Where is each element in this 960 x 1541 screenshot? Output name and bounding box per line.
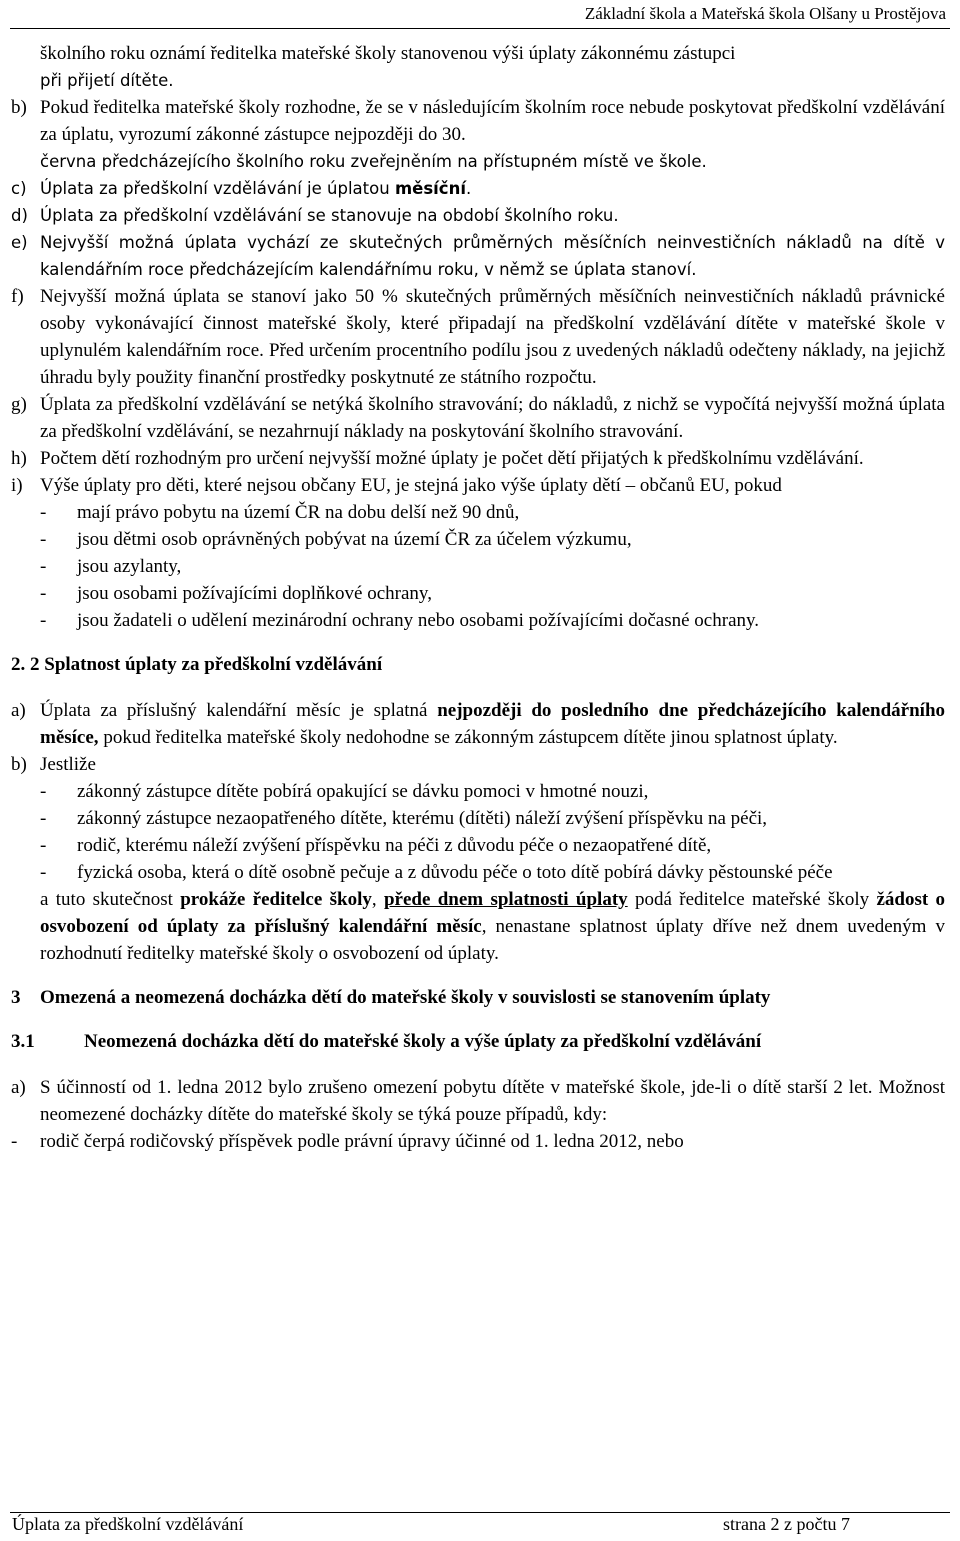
list-item: - jsou osobami požívajícími doplňkové ochrany,: [40, 583, 432, 604]
item-b: [11, 94, 945, 148]
item-text: Počtem dětí rozhodným pro určení nejvyšší možné úplaty je počet dětí přijatých k předškolnímu vzdělávání.: [40, 448, 864, 469]
item-text: Úplata za předškolní vzdělávání je úplatou: [40, 179, 390, 198]
item-22b: b) Jestliže: [11, 751, 945, 778]
item-e: [11, 229, 945, 283]
item-text: Nejvyšší možná úplata se stanoví jako 50 % skutečných průměrných měsíčních neinvestičních nákladů právnické osoby vykonávající činnost mateřské školy, které připadají na předškolní vzdělávání dítěte v mateřské škole v uplynulém kalendářním roce. Před určením procentního podílu jsou z uvedených nákladů odečteny náklady, na jejichž úhradu byly použity finanční prostředky poskytnuté ze státního rozpočtu.: [40, 286, 945, 388]
item-label: a): [11, 700, 26, 721]
item-c: c) Úplata za předškolní vzdělávání je úplatou měsíční.: [11, 175, 945, 202]
item-label: b): [11, 97, 27, 118]
item-label: e): [11, 233, 28, 252]
section-heading-3-1: 3.1 Neomezená docházka dětí do mateřské školy a výše úplaty za předškolní vzdělávání: [11, 1031, 762, 1052]
item-text: Úplata za předškolní vzdělávání se stanovuje na období školního roku.: [40, 206, 619, 225]
item-d: [11, 202, 945, 229]
page-header: Základní škola a Mateřská škola Olšany u Prostějova: [584, 4, 946, 23]
item-b-cont: června předcházejícího školního roku zveřejněním na přístupném místě ve škole.: [40, 152, 707, 171]
item-label: g): [11, 394, 27, 415]
section-heading-3: 3 Omezená a neomezená docházka dětí do mateřské školy v souvislosti se stanovením úplaty: [11, 987, 771, 1008]
item-h: [11, 445, 945, 472]
list-item: - rodič čerpá rodičovský příspěvek podle právní úpravy účinné od 1. ledna 2012, nebo: [11, 1131, 684, 1152]
item-bold: nejpozději do posledního dne předcházejícího kalendářního měsíce,: [40, 700, 946, 748]
item-label: b): [11, 754, 27, 775]
list-item: - jsou azylanty,: [40, 556, 182, 577]
list-item: - zákonný zástupce dítěte pobírá opakující se dávku pomoci v hmotné nouzi,: [40, 781, 649, 802]
item-text: Pokud ředitelka mateřské školy rozhodne, že se v následujícím školním roce nebude poskytovat předškolní vzdělávání za úplatu, vyrozumí zákonné zástupce nejpozději do 30.: [40, 97, 945, 145]
item-label: d): [11, 206, 28, 225]
intro-line-2: při přijetí dítěte.: [40, 71, 174, 90]
list-item: - mají právo pobytu na území ČR na dobu delší než 90 dnů,: [40, 502, 520, 523]
item-text: Nejvyšší možná úplata vychází ze skutečných průměrných měsíčních neinvestičních nákladů na dítě v kalendářním roce předcházejícím kalendářnímu roku, v němž se úplata stanoví.: [40, 233, 945, 279]
exemption-paragraph: a tuto skutečnost prokáže ředitelce školy, přede dnem splatnosti úplaty podá ředitelce mateřské školy žádost o osvobození od úplaty za příslušný kalendářní měsíc, nenastane splatnost úplaty dříve než dnem uvedeným v rozhodnutí ředitelky mateřské školy o osvobození od úplaty.: [40, 889, 946, 964]
item-22a: a) Úplata za příslušný kalendářní měsíc je splatná nejpozději do posledního dne předcházejícího kalendářního měsíce, pokud ředitelka mateřské školy nedohodne se zákonným zástupcem dítěte jinou splatnost úplaty.: [11, 697, 945, 751]
page-number: strana 2 z počtu 7: [723, 1514, 850, 1534]
header-rule: [10, 28, 950, 29]
footer-title: Úplata za předškolní vzdělávání: [12, 1514, 244, 1534]
list-item: - rodič, kterému náleží zvýšení příspěvku na péči z důvodu péče o nezaopatřené dítě,: [40, 835, 712, 856]
item-label: i): [11, 475, 23, 496]
list-item: - fyzická osoba, která o dítě osobně pečuje a z důvodu péče o toto dítě pobírá dávky pěstounské péče: [40, 862, 833, 883]
section-heading-2-2: 2. 2 Splatnost úplaty za předškolní vzdělávání: [11, 654, 383, 675]
item-label: a): [11, 1077, 26, 1098]
item-31a: a) S účinností od 1. ledna 2012 bylo zrušeno omezení pobytu dítěte v mateřské škole, jde-li o dítě starší 2 let. Možnost neomezené docházky dítěte do mateřské školy se týká pouze případů, kdy:: [11, 1074, 945, 1128]
list-item: - zákonný zástupce nezaopatřeného dítěte, kterému (dítěti) náleží zvýšení příspěvku na péči,: [40, 808, 768, 829]
page-content: [11, 40, 945, 1155]
item-i: [11, 472, 945, 499]
intro-line: školního roku oznámí ředitelka mateřské školy stanovenou výši úplaty zákonnému zástupci: [40, 43, 736, 64]
item-label: f): [11, 286, 24, 307]
footer-rule: [10, 1512, 950, 1513]
list-item: - jsou žadateli o udělení mezinárodní ochrany nebo osobami požívajícími dočasné ochrany.: [40, 610, 760, 631]
item-f: [11, 283, 945, 391]
item-label: c): [11, 179, 27, 198]
item-label: h): [11, 448, 27, 469]
item-text: Úplata za předškolní vzdělávání se netýká školního stravování; do nákladů, z nichž se vypočítá nejvyšší možná úplata za předškolní vzdělávání, se nezahrnují náklady na poskytování školního stravování.: [40, 394, 945, 442]
item-bold: měsíční: [394, 179, 466, 198]
list-item: - jsou dětmi osob oprávněných pobývat na území ČR za účelem výzkumu,: [40, 529, 632, 550]
item-g: [11, 391, 945, 445]
item-text: Výše úplaty pro děti, které nejsou občany EU, je stejná jako výše úplaty dětí – občanů EU, pokud: [40, 475, 782, 496]
